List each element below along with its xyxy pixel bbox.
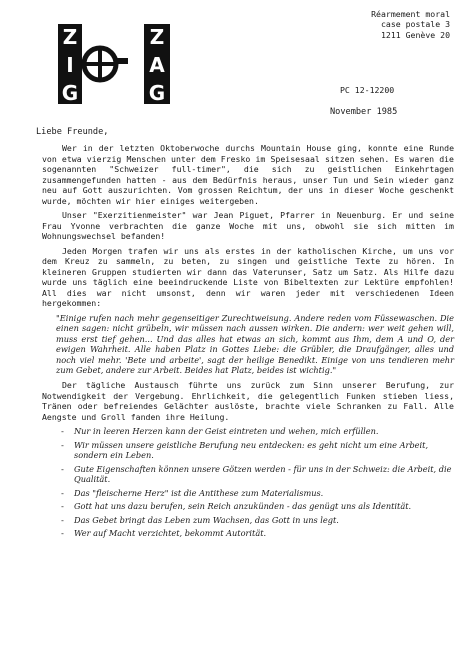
address-line-postbox: case postale 3 — [380, 19, 450, 30]
list-item: - Das Gebet bringt das Leben zum Wachsen, das Gott in uns legt. — [60, 514, 339, 525]
letter-date: November 1985 — [330, 107, 398, 117]
list-item: - Gott hat uns dazu berufen, sein Reich anzukünden - das genügt uns als Identität. — [60, 501, 412, 512]
list-item: - Nur in leeren Herzen kann der Geist eintreten und wehen, mich erfüllen. — [60, 426, 379, 437]
logo-left-column — [58, 24, 82, 105]
postal-account: PC 12-12200 — [340, 85, 395, 95]
paragraph-exchange: Der tägliche Austausch führte uns zurück zum Sinn unserer Berufung, zur Notwendigkeit der Vergebung. Ehrlichkeit, die gelegentlich Funken stieben liess, Tränen oder befreiendes Gelächter auslöste, brachte viele Schranken zu Fall. Alle Aengste und Groll fanden ihre Heilung. — [42, 380, 454, 422]
address-line-city: 1211 Genève 20 — [380, 29, 450, 40]
logo-right-column — [144, 24, 170, 105]
sender-address — [322, 9, 450, 40]
address-line-organisation: Réarmement moral — [371, 9, 450, 19]
zig-zag-logo — [56, 20, 174, 108]
logo-dash — [116, 58, 128, 64]
paragraph-daily-routine: Jeden Morgen trafen wir uns als erstes in der katholischen Kirche, um uns vor dem Kreuz zu sammeln, zu beten, zu singen und geistliche Texte zu hören. In kleineren Gruppen studierten wir dann das Vaterunser, Satz um Satz. Als Hilfe dazu wurde uns täglich eine beeindruckende Liste von Bibeltexten zur Lektüre empfohlen! All dies war nicht umsonst, denn wir waren jeder mit verschiedenen Ideen hergekommen: — [42, 245, 454, 308]
list-item: - Gute Eigenschaften können unsere Götzen werden - für uns in der Schweiz: die Arbeit, die Qualität. — [60, 463, 452, 485]
insights-list — [60, 426, 454, 539]
paragraph-intro: Wer in der letzten Oktoberwoche durchs Mountain House ging, konnte eine Runde von etwa vierzig Menschen unter dem Fresko im Speisesaal sitzen sehen. Es waren die sogenannten "Schweizer full-timer", die sich zu geistlichen Einkehrtagen zusammengefunden hatten - aus dem Bedürfnis heraus, unser Tun und Sein wieder ganz neu auf Gott auszurichten. Vom grossen Reichtum, der uns in dieser Woche geschenkt wurde, möchten wir hier einiges weitergeben. — [42, 143, 454, 206]
logo-letter-g-right: G — [148, 81, 166, 105]
logo-letter-g-left: G — [61, 81, 79, 105]
logo-letter-a-right: A — [149, 53, 165, 77]
logo-letter-z-right: Z — [149, 25, 165, 49]
quote-block: "Einige rufen nach mehr gegenseitiger Zurechtweisung. Andere reden vom Füssewaschen. Die einen sagen: nicht grübeln, wir müssen nach aussen wirken. Die andern: wer weit gehen will, muss erst tief gehen... Und das alles hat etwas an sich, kommt aus Ihm, dem A und O, der ewigen Wahrheit. Alle haben Platz in Gottes Liebe: die Grübler, die Draufgänger, alles und noch viel mehr. 'Bete und arbeite', sagt der heilige Benedikt. Einige von uns tendieren mehr zum Gebet, andere zur Arbeit. Beides hat Platz, beides ist wichtig." — [56, 312, 454, 376]
list-item: - Das "fleischerne Herz" ist die Antithese zum Materialismus. — [60, 487, 324, 498]
salutation: Liebe Freunde, — [36, 127, 109, 137]
list-item: - Wir müssen unsere geistliche Berufung neu entdecken: es geht nicht um eine Arbeit, sondern ein Leben. — [60, 439, 429, 461]
logo-letter-z-left: Z — [62, 25, 78, 49]
letter-body — [42, 143, 454, 542]
list-item: - Wer auf Macht verzichtet, bekommt Autorität. — [60, 528, 267, 539]
paragraph-retreat-leader: Unser "Exerzitienmeister" war Jean Piguet, Pfarrer in Neuenburg. Er und seine Frau Yvonne verbrachten die ganze Woche mit uns, obwohl sie sich mitten im Wohnungswechsel befanden! — [42, 210, 454, 241]
logo-globe-icon — [84, 48, 116, 80]
logo-graphic — [56, 20, 174, 108]
logo-letter-i-left: I — [66, 53, 74, 77]
